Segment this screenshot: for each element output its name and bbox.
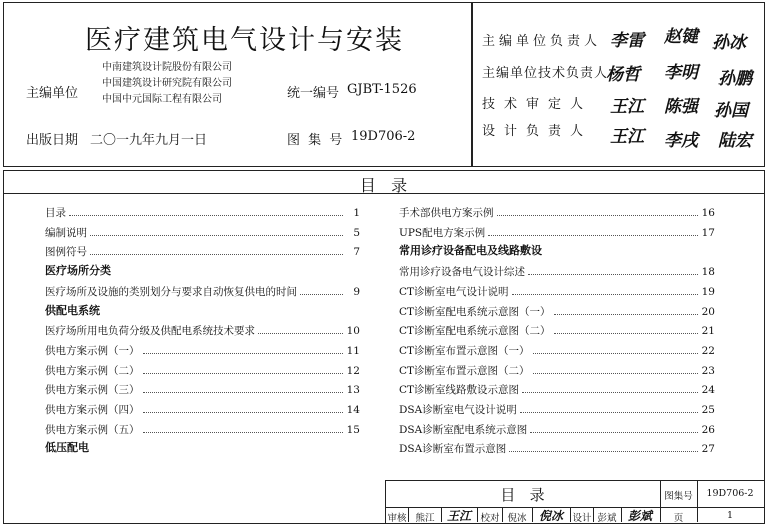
toc-entry[interactable]	[399, 441, 715, 458]
role-label: 技术审定人	[482, 97, 593, 112]
editor-unit: 中国中元国际工程有限公司	[102, 94, 222, 105]
editor-unit-label: 主编单位	[26, 86, 79, 101]
signature: 杨哲	[606, 65, 640, 85]
signature: 孙鹏	[718, 69, 752, 89]
signature: 李明	[664, 63, 698, 83]
audit-signature: 王江	[446, 509, 471, 523]
toc-entry-page: 26	[701, 423, 715, 436]
toc-dot-leader	[488, 234, 698, 236]
toc-entry-title: 编制说明	[45, 226, 87, 239]
toc-entry-title: 医疗场所及设施的类别划分与要求自动恢复供电的时间	[45, 285, 297, 298]
toc-entry-page: 16	[701, 207, 715, 219]
toc-dot-leader	[533, 372, 698, 374]
design-name: 彭斌	[597, 513, 617, 524]
toc-entry[interactable]	[399, 264, 715, 281]
toc-dot-leader	[530, 431, 698, 433]
toc-entry-title: 供电方案示例（二）	[45, 364, 140, 377]
toc-dot-leader	[143, 411, 344, 413]
toc-entry-page: 13	[346, 384, 360, 397]
toc-entry-title: CT诊断室布置示意图（二）	[399, 364, 530, 377]
toc-entry[interactable]	[45, 382, 360, 399]
toc-entry-page: 10	[346, 325, 360, 338]
toc-entry-title: CT诊断室布置示意图（一）	[399, 344, 530, 357]
toc-entry[interactable]	[45, 422, 360, 439]
title-block-atlas-label: 图集号	[664, 491, 693, 502]
toc-entry-title: 供电方案示例（四）	[45, 404, 140, 416]
check-name: 倪冰	[507, 513, 527, 524]
toc-entry-page: 19	[701, 285, 715, 298]
title-block-divider	[621, 507, 622, 522]
toc-section-heading: 低压配电	[45, 441, 89, 455]
page-no: 1	[726, 510, 734, 521]
signature: 孙冰	[712, 33, 746, 53]
toc-entry-title: 图例符号	[45, 246, 87, 259]
toc-entry[interactable]	[399, 422, 715, 439]
toc-section-heading: 供配电系统	[45, 303, 100, 317]
audit-name: 熊江	[415, 513, 435, 524]
toc-entry-title: 供电方案示例（五）	[45, 423, 140, 436]
toc-entry-title: 供电方案示例（一）	[45, 344, 140, 357]
toc-dot-leader	[509, 450, 698, 452]
toc-entry-page: 18	[701, 266, 715, 279]
editor-unit: 中南建筑设计院股份有限公司	[102, 62, 232, 73]
toc-entry[interactable]	[45, 244, 360, 261]
toc-entry-page: 12	[346, 364, 360, 377]
signature: 王江	[610, 97, 644, 117]
title-block-divider	[532, 507, 533, 522]
toc-dot-leader	[258, 332, 343, 334]
toc-section-heading: 常用诊疗设备配电及线路敷设	[399, 244, 542, 258]
editor-unit: 中国建筑设计研究院有限公司	[102, 78, 232, 89]
title-block-divider	[477, 507, 478, 522]
toc-entry[interactable]	[45, 343, 360, 360]
toc-entry[interactable]	[45, 205, 360, 222]
role-label: 主编单位技术负责人	[482, 66, 609, 81]
toc-dot-leader	[143, 352, 344, 354]
toc-entry[interactable]	[45, 402, 360, 419]
toc-dot-leader	[533, 352, 698, 354]
toc-section-heading: 医疗场所分类	[45, 264, 111, 278]
toc-entry[interactable]	[399, 402, 715, 419]
design-signature: 彭斌	[627, 509, 652, 523]
toc-entry-title: DSA诊断室布置示意图	[399, 443, 507, 456]
toc-entry-title: 常用诊疗设备电气设计综述	[399, 266, 525, 279]
toc-entry[interactable]	[399, 382, 715, 399]
toc-dot-leader	[90, 253, 343, 255]
check-signature: 倪冰	[538, 509, 563, 523]
toc-entry-page: 11	[346, 344, 360, 357]
toc-entry-title: CT诊断室线路敷设示意图	[399, 384, 520, 397]
signature: 孙国	[714, 101, 748, 121]
signature: 王江	[610, 127, 644, 147]
toc-entry-page: 20	[701, 305, 715, 318]
toc-entry[interactable]	[399, 304, 715, 321]
signature: 陈强	[664, 97, 698, 117]
toc-entry[interactable]	[399, 363, 715, 380]
toc-dot-leader	[90, 234, 343, 236]
toc-entry-title: 手术部供电方案示例	[399, 207, 494, 219]
title-block-divider	[593, 507, 594, 522]
toc-entry-page: 7	[353, 246, 360, 259]
toc-entry-page: 17	[701, 226, 715, 239]
toc-dot-leader	[69, 214, 343, 216]
editor-units	[102, 60, 232, 108]
toc-entry-title: 医疗场所用电负荷分级及供配电系统技术要求	[45, 325, 255, 338]
toc-dot-leader	[143, 391, 344, 393]
toc-heading: 目 录	[359, 176, 408, 195]
atlas-no: 19D706-2	[351, 129, 416, 144]
toc-entry-page: 15	[346, 423, 360, 436]
signature: 赵键	[664, 27, 698, 47]
title-block-atlas-no: 19D706-2	[706, 488, 754, 499]
signature: 陆宏	[718, 131, 752, 151]
page-label: 页	[673, 513, 684, 524]
toc-entry-title: DSA诊断室电气设计说明	[399, 404, 517, 416]
toc-entry-page: 22	[701, 344, 715, 357]
toc-entry-page: 25	[701, 404, 715, 416]
design-label: 设计	[572, 513, 592, 524]
publish-date: 二〇一九年九月一日	[90, 133, 208, 148]
toc-entry[interactable]	[399, 343, 715, 360]
toc-entry-page: 9	[353, 285, 360, 298]
title-block-name: 目 录	[500, 486, 545, 504]
toc-entry-page: 21	[701, 325, 715, 338]
toc-entry-page: 5	[353, 226, 360, 239]
toc-entry[interactable]	[45, 323, 360, 340]
toc-entry[interactable]	[399, 323, 715, 340]
audit-label: 审核	[387, 513, 407, 524]
toc-entry-page: 27	[701, 443, 715, 456]
toc-entry[interactable]	[45, 363, 360, 380]
toc-entry[interactable]	[399, 205, 715, 222]
toc-entry[interactable]	[399, 225, 715, 242]
toc-dot-leader	[554, 332, 698, 334]
toc-dot-leader	[522, 391, 698, 393]
toc-entry-title: UPS配电方案示例	[399, 226, 486, 239]
unified-no-label: 统一编号	[287, 86, 340, 101]
role-label: 设计负责人	[482, 124, 593, 139]
atlas-no-label: 图 集 号	[287, 133, 345, 148]
publish-date-label: 出版日期	[26, 133, 79, 148]
toc-entry-title: DSA诊断室配电系统示意图	[399, 423, 528, 436]
toc-dot-leader	[528, 273, 698, 275]
toc-dot-leader	[497, 214, 699, 216]
toc-entry[interactable]	[399, 284, 715, 301]
toc-entry-page: 23	[701, 364, 715, 377]
toc-entry-title: 供电方案示例（三）	[45, 384, 140, 397]
page-title: 医疗建筑电气设计与安装	[85, 25, 404, 56]
toc-entry-title: CT诊断室电气设计说明	[399, 285, 509, 298]
toc-dot-leader	[143, 372, 344, 374]
toc-entry-title: CT诊断室配电系统示意图（二）	[399, 325, 551, 338]
role-label: 主编单位负责人	[482, 34, 602, 49]
toc-entry[interactable]	[45, 225, 360, 242]
title-block-divider	[441, 507, 442, 522]
toc-entry-page: 1	[353, 207, 360, 219]
toc-entry[interactable]	[45, 284, 360, 301]
title-block-divider	[570, 507, 571, 522]
title-block-divider	[408, 507, 409, 522]
title-block-divider	[502, 507, 503, 522]
toc-dot-leader	[520, 411, 698, 413]
check-label: 校对	[480, 513, 500, 524]
toc-dot-leader	[143, 431, 344, 433]
toc-entry-title: CT诊断室配电系统示意图（一）	[399, 305, 551, 318]
signature: 李雷	[610, 31, 644, 51]
toc-entry-page: 14	[346, 404, 360, 416]
toc-dot-leader	[554, 313, 698, 315]
unified-no: GJBT-1526	[347, 82, 417, 97]
toc-dot-leader	[512, 293, 698, 295]
signature: 李戌	[664, 131, 698, 151]
toc-entry-title: 目录	[45, 207, 66, 219]
toc-dot-leader	[300, 293, 343, 295]
toc-entry-page: 24	[701, 384, 715, 397]
